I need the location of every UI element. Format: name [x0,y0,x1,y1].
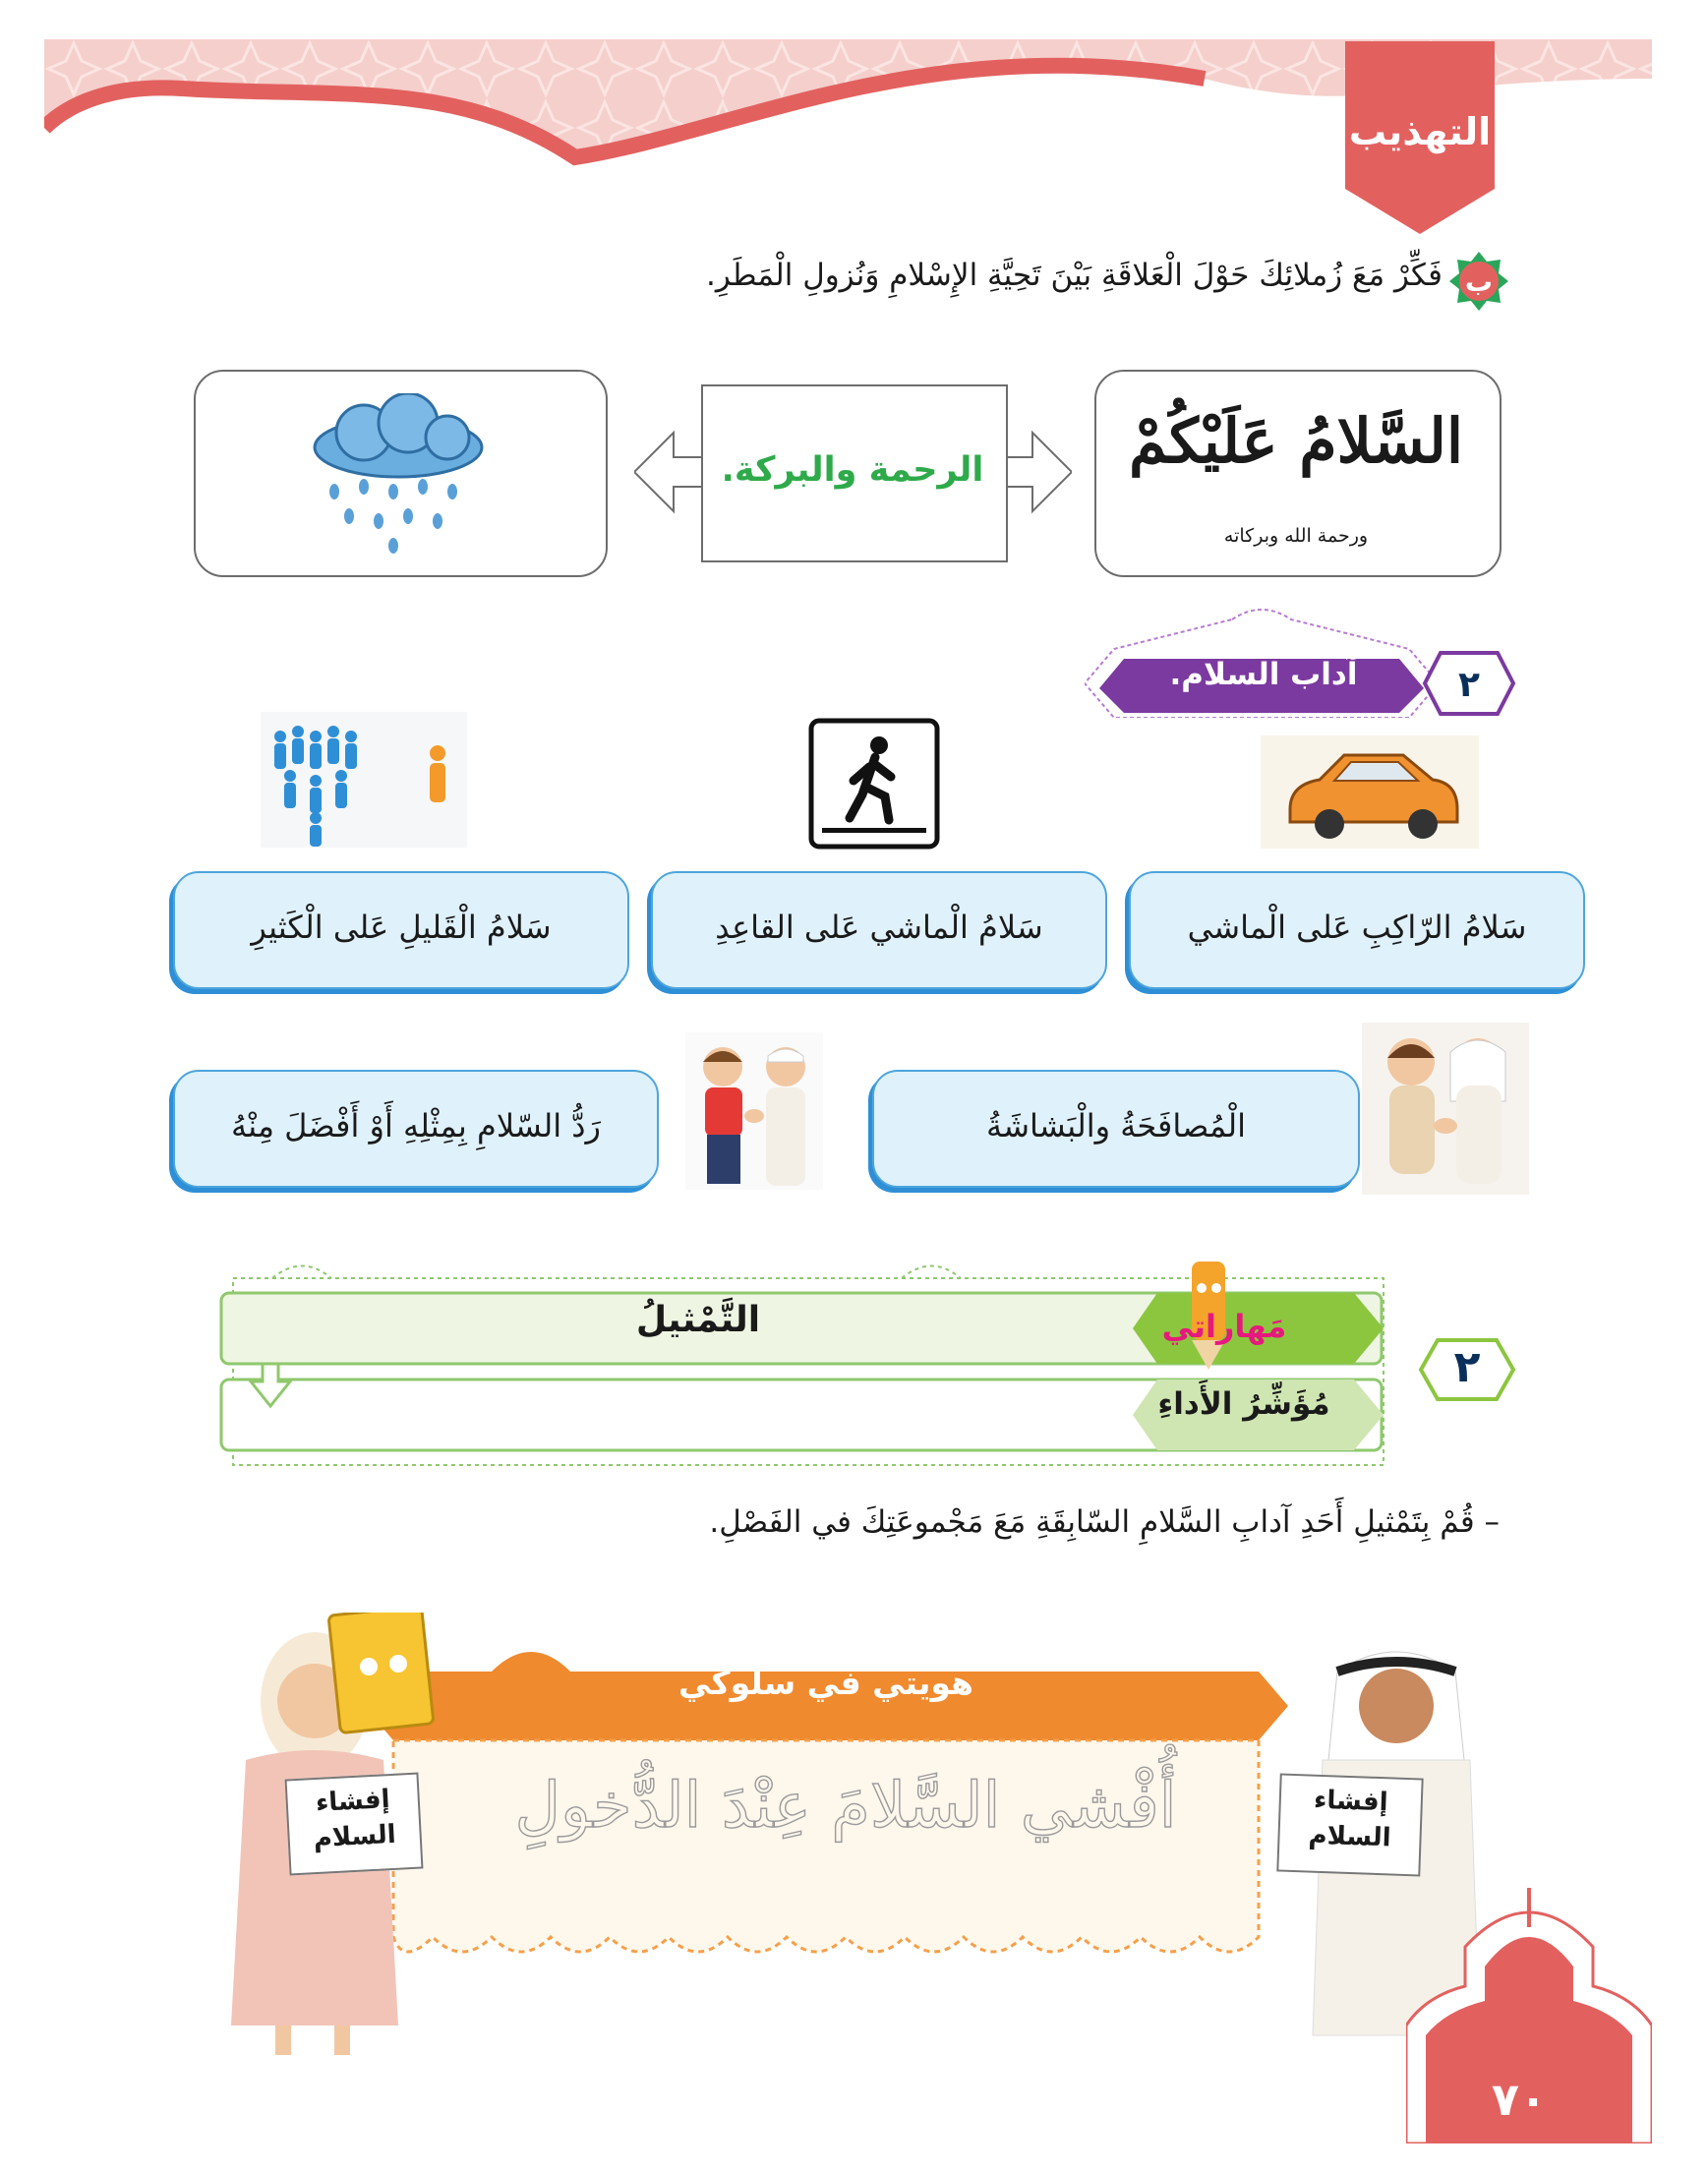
skill-name: التَّمْثيلُ [635,1300,761,1340]
etiquette-card-walker [651,871,1107,989]
tracing-text: أُفْشي السَّلامَ عِنْدَ الدُّخولِ [514,1770,1177,1843]
book-mascot-icon [328,1613,434,1733]
children-handshake-icon [1362,1023,1529,1195]
skills-banner [213,1244,1521,1480]
etiquette-card-handshake [872,1070,1360,1188]
etiquette-text: سَلامُ الْماشي عَلى القاعِدِ [715,909,1043,946]
etiquette-card-reply [173,1070,659,1188]
etiquette-text: رَدُّ السّلامِ بِمِثْلِهِ أَوْ أَفْضَلَ مِنْهُ [231,1107,601,1145]
question-badge-letter: ب [1464,265,1494,298]
greeting-subtext: ورحمة الله وبركاته [1223,525,1369,547]
performance-tag: مُؤَشِّرُ الأَداءِ [1157,1386,1330,1422]
rain-cloud-icon [295,393,501,556]
page-number: ٧٠ [1491,2073,1548,2126]
greeting-calligraphy: السَّلامُ عَلَيْكُمْ [1128,405,1464,477]
section-number: ٢ [1458,665,1480,705]
etiquette-text: سَلامُ الْقَليلِ عَلى الْكَثيرِ [251,909,552,946]
walking-person-icon [808,718,940,850]
skills-tag: مَهاراتي [1161,1308,1287,1345]
skills-number: ٢ [1453,1342,1481,1392]
sign-line: السلام [1308,1820,1392,1853]
sign-line: إفشاء [1313,1785,1389,1818]
etiquette-card-few [173,871,629,989]
section-title: آداب السلام. [1169,657,1358,692]
activity-instruction: – قُمْ بِتَمْثيلِ أَحَدِ آدابِ السَّلامِ السّابِقَةِ مَعَ مَجْموعَتِكَ في الفَصْلِ. [709,1504,1500,1540]
middle-text: الرحمة والبركة. [721,450,984,490]
sign-left [285,1773,424,1876]
sign-line: السلام [312,1819,397,1854]
etiquette-text: سَلامُ الرّاكِبِ عَلى الْماشي [1187,909,1527,946]
question-text: فَكِّرْ مَعَ زُملائِكَ حَوْلَ الْعَلاقَةِ بَيْنَ تَحِيَّةِ الإِسْلامِ وَنُزولِ الْمَطَرِ. [705,258,1443,293]
identity-title: هويتي في سلوكي [678,1664,973,1702]
children-handshake-icon [685,1032,823,1190]
etiquette-text: الْمُصافَحَةُ والْبَشاشَةُ [986,1107,1246,1145]
subject-title: التهذيب [1348,110,1492,153]
section-number-hex [1421,649,1517,718]
question-badge [1447,250,1510,313]
etiquette-card-rider [1129,871,1585,989]
car-icon [1261,735,1479,849]
sign-line: إفشاء [315,1785,391,1818]
group-of-people-icon [261,712,467,848]
sign-right [1276,1773,1423,1876]
